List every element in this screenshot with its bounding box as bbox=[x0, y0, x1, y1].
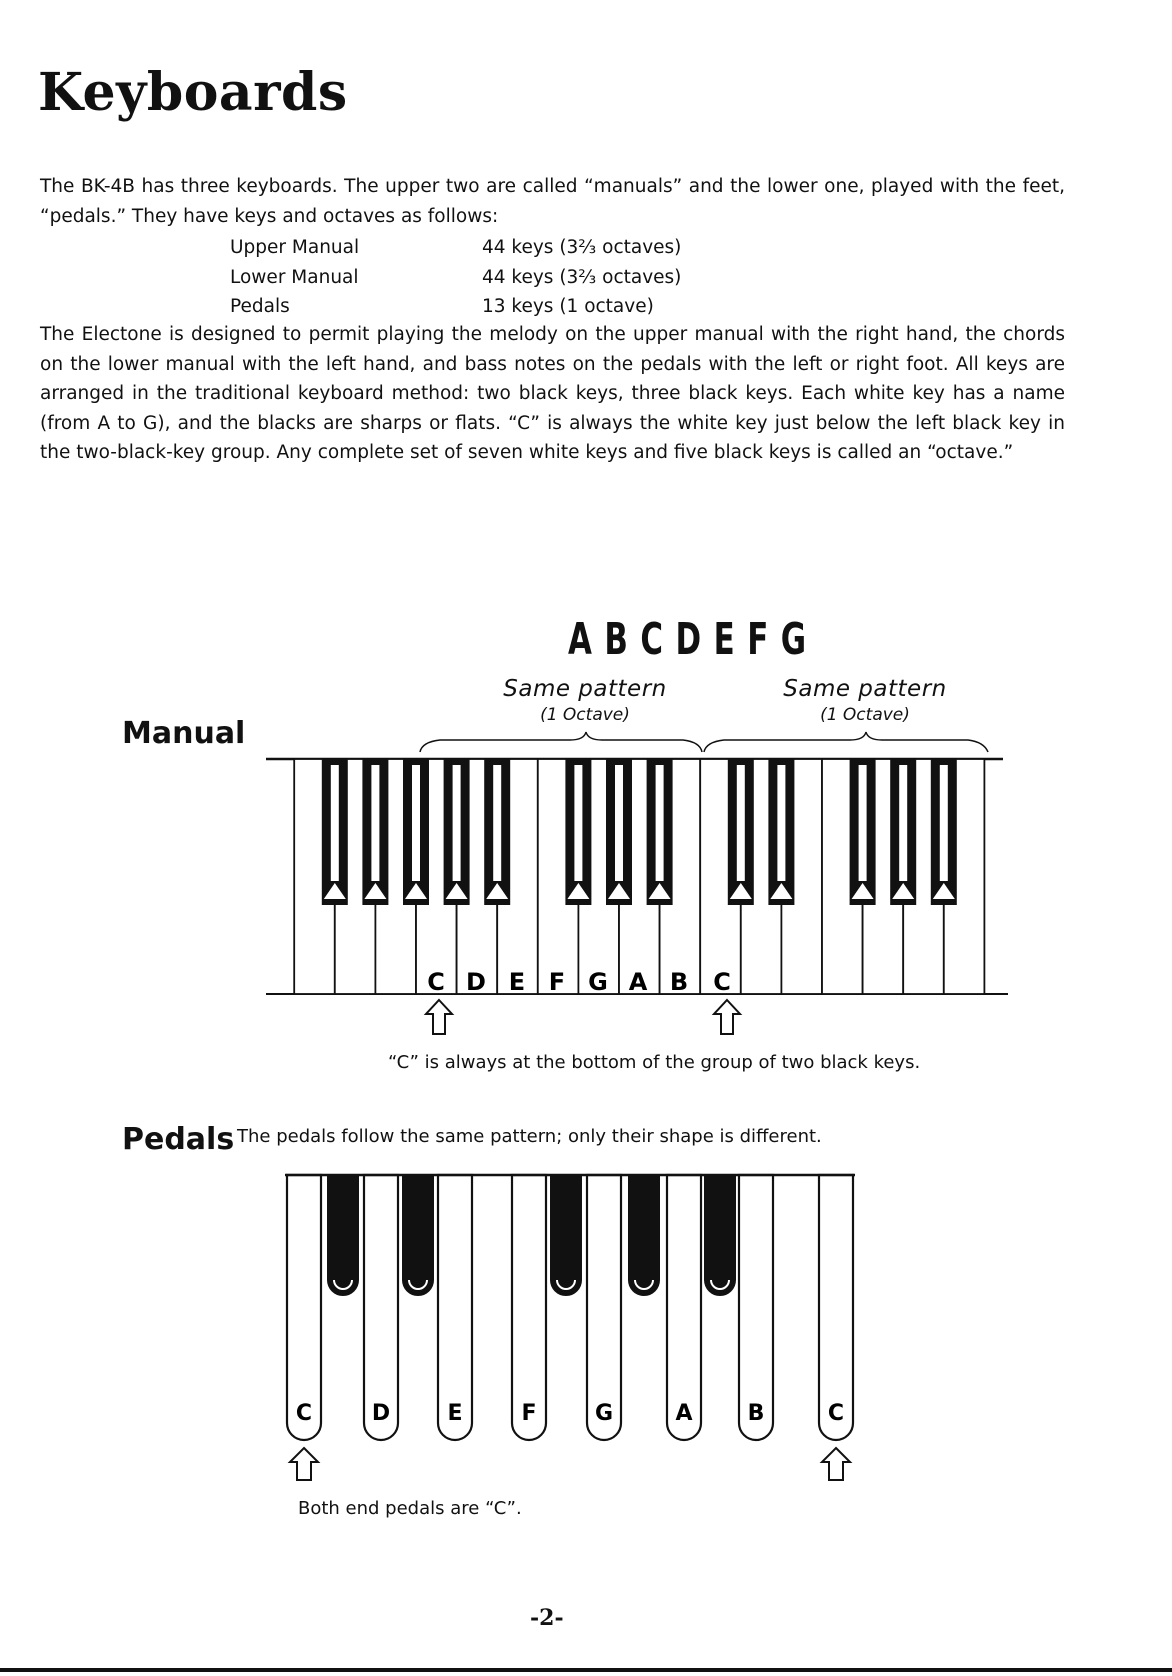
manual-label: Manual bbox=[122, 716, 246, 751]
pattern-title: Same pattern bbox=[783, 676, 947, 702]
key-label: C bbox=[427, 968, 445, 996]
black-pedal bbox=[551, 1175, 581, 1295]
black-pedal bbox=[705, 1175, 735, 1295]
spec-value: 13 keys (1 octave) bbox=[482, 296, 654, 317]
intro-text: The BK-4B has three keyboards. The upper two are called “manuals” and the lower one, played with the feet, “pedals.” They have keys and octaves as follows: bbox=[40, 176, 1065, 227]
pedals-description: The pedals follow the same pattern; only their shape is different. bbox=[237, 1126, 822, 1147]
up-arrow-icon bbox=[822, 1448, 850, 1480]
note-names-heading: ABCDEFG bbox=[568, 614, 819, 665]
pedal-label: D bbox=[371, 1401, 391, 1426]
black-pedal bbox=[403, 1175, 433, 1295]
spec-name: Lower Manual bbox=[230, 266, 359, 288]
key-label: C bbox=[713, 968, 731, 996]
up-arrow-icon bbox=[290, 1448, 318, 1480]
pedal-label: C bbox=[827, 1401, 845, 1426]
pedal-label: G bbox=[594, 1401, 614, 1426]
spec-value: 44 keys (3⅔ octaves) bbox=[482, 237, 682, 258]
octave-label: (1 Octave) bbox=[540, 705, 630, 725]
manual-caption: “C” is always at the bottom of the group of two black keys. bbox=[388, 1052, 921, 1073]
pedal-label: C bbox=[295, 1401, 313, 1426]
black-pedal bbox=[328, 1175, 358, 1295]
pedal-keys bbox=[285, 1175, 855, 1440]
pedals-label: Pedals bbox=[122, 1122, 235, 1157]
octave-label: (1 Octave) bbox=[820, 705, 910, 725]
key-label: B bbox=[669, 968, 689, 996]
pattern-title: Same pattern bbox=[503, 676, 667, 702]
key-label: A bbox=[628, 968, 648, 996]
page-title: Keyboards bbox=[38, 62, 348, 123]
pedal-label: F bbox=[521, 1401, 537, 1426]
page-number: -2- bbox=[530, 1605, 564, 1631]
spec-name: Pedals bbox=[230, 296, 290, 317]
spec-value: 44 keys (3⅔ octaves) bbox=[482, 266, 682, 288]
key-label: D bbox=[466, 968, 486, 996]
black-pedal bbox=[629, 1175, 659, 1295]
pedal-label: B bbox=[747, 1401, 765, 1426]
body-text: The Electone is designed to permit playing the melody on the upper manual with the right hand, the chords on the lower manual with the left hand, and bass notes on the pedals with the left or right foot. All keys are arranged in the traditional keyboard method: two black keys, three black keys. Each white key has a name (from A to G), and the blacks are sharps or flats. “C” is always the white key just below the left black key in the two-black-key group. Any complete set of seven white keys and five black keys is called an “octave.” bbox=[40, 324, 1065, 463]
key-label: G bbox=[588, 968, 608, 996]
bottom-rule bbox=[0, 1668, 1172, 1672]
pedal-label: E bbox=[447, 1401, 463, 1426]
key-label: E bbox=[508, 968, 526, 996]
pedals-caption: Both end pedals are “C”. bbox=[298, 1498, 522, 1519]
spec-name: Upper Manual bbox=[230, 237, 360, 258]
pedal-label: A bbox=[675, 1401, 693, 1426]
key-label: F bbox=[548, 968, 566, 996]
